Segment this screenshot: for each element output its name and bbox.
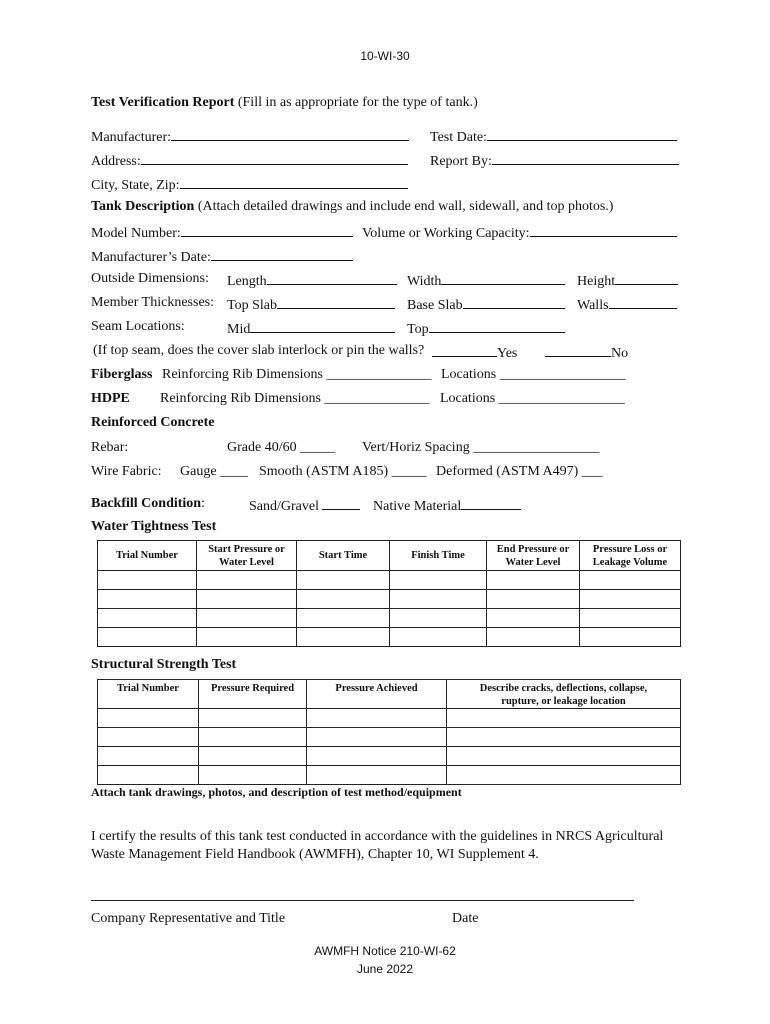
table-cell[interactable] bbox=[487, 609, 580, 628]
wire-gauge[interactable]: Gauge ____ bbox=[180, 464, 249, 479]
table-row[interactable] bbox=[98, 609, 681, 628]
no-blank[interactable] bbox=[545, 343, 611, 357]
rebar-label: Rebar: bbox=[91, 440, 129, 455]
tank-description-title: Tank Description bbox=[91, 199, 195, 214]
table-cell[interactable] bbox=[580, 571, 681, 590]
no-label: No bbox=[611, 346, 629, 361]
footer-date: June 2022 bbox=[356, 962, 414, 976]
structural-table-header-row bbox=[98, 680, 681, 709]
table-cell[interactable] bbox=[98, 609, 197, 628]
hdpe-label: HDPE bbox=[91, 391, 130, 406]
water-tightness-title: Water Tightness Test bbox=[91, 519, 217, 534]
volume-field[interactable] bbox=[362, 223, 677, 242]
table-cell[interactable] bbox=[199, 747, 307, 766]
city-state-zip-label: City, State, Zip: bbox=[91, 178, 180, 193]
table-cell[interactable] bbox=[297, 609, 390, 628]
native-material-label: Native Material bbox=[373, 499, 462, 514]
table-cell[interactable] bbox=[487, 628, 580, 647]
table-cell[interactable] bbox=[487, 571, 580, 590]
table-cell[interactable] bbox=[297, 628, 390, 647]
water-header-start-pressure: Start Pressure or Water Level bbox=[197, 541, 297, 571]
hdpe-rib-dimensions[interactable]: Reinforcing Rib Dimensions _______________ bbox=[160, 391, 430, 406]
table-cell[interactable] bbox=[98, 590, 197, 609]
structural-header-pressure-required: Pressure Required bbox=[199, 680, 307, 709]
water-header-trial-number: Trial Number bbox=[98, 541, 197, 571]
table-cell[interactable] bbox=[580, 628, 681, 647]
table-cell[interactable] bbox=[98, 571, 197, 590]
mid-field[interactable] bbox=[227, 319, 395, 338]
volume-blank[interactable] bbox=[530, 223, 677, 237]
mid-blank[interactable] bbox=[250, 319, 395, 333]
walls-blank[interactable] bbox=[609, 295, 677, 309]
table-cell[interactable] bbox=[197, 628, 297, 647]
width-field[interactable] bbox=[407, 271, 565, 290]
table-row[interactable] bbox=[98, 628, 681, 647]
city-state-zip-field[interactable] bbox=[91, 175, 408, 194]
seam-locations-label: Seam Locations: bbox=[91, 319, 185, 334]
table-row[interactable] bbox=[98, 747, 681, 766]
outside-dimensions-label: Outside Dimensions: bbox=[91, 271, 209, 286]
footer-notice: AWMFH Notice 210-WI-62 bbox=[314, 944, 456, 958]
address-field[interactable] bbox=[91, 151, 408, 170]
address-blank[interactable] bbox=[141, 151, 408, 165]
certify-line-1: I certify the results of this tank test conducted in accordance with the guidelines in NRCS Agricultural bbox=[91, 829, 664, 844]
manufacturers-date-blank[interactable] bbox=[211, 247, 353, 261]
report-by-field[interactable] bbox=[430, 151, 679, 170]
top-slab-blank[interactable] bbox=[277, 295, 395, 309]
top-seam-question: (If top seam, does the cover slab interlock or pin the walls? bbox=[93, 343, 425, 358]
structural-header-pressure-achieved: Pressure Achieved bbox=[307, 680, 447, 709]
structural-header-describe: Describe cracks, deflections, collapse, rupture, or leakage location bbox=[447, 680, 681, 709]
table-cell[interactable] bbox=[390, 628, 487, 647]
structural-strength-title: Structural Strength Test bbox=[91, 657, 237, 672]
address-label: Address: bbox=[91, 154, 141, 169]
table-cell[interactable] bbox=[297, 571, 390, 590]
rebar-spacing[interactable]: Vert/Horiz Spacing __________________ bbox=[362, 440, 600, 455]
width-blank[interactable] bbox=[441, 271, 565, 285]
reinforced-concrete-label: Reinforced Concrete bbox=[91, 415, 215, 430]
model-number-blank[interactable] bbox=[181, 223, 353, 237]
fiberglass-label: Fiberglass bbox=[91, 367, 153, 382]
table-cell[interactable] bbox=[199, 766, 307, 785]
table-cell[interactable] bbox=[98, 728, 199, 747]
water-header-pressure-loss: Pressure Loss or Leakage Volume bbox=[580, 541, 681, 571]
table-row[interactable] bbox=[98, 709, 681, 728]
volume-label: Volume or Working Capacity: bbox=[362, 226, 530, 241]
top-slab-label: Top Slab bbox=[227, 298, 277, 313]
yes-blank[interactable] bbox=[432, 343, 497, 357]
table-cell[interactable] bbox=[390, 609, 487, 628]
table-cell[interactable] bbox=[580, 590, 681, 609]
table-cell[interactable] bbox=[98, 709, 199, 728]
top-blank[interactable] bbox=[429, 319, 565, 333]
water-table-header-row bbox=[98, 541, 681, 571]
model-number-field[interactable] bbox=[91, 223, 353, 242]
signature-line[interactable] bbox=[91, 900, 634, 901]
table-row[interactable] bbox=[98, 571, 681, 590]
company-representative-label: Company Representative and Title bbox=[91, 911, 286, 926]
length-blank[interactable] bbox=[267, 271, 397, 285]
base-slab-label: Base Slab bbox=[407, 298, 463, 313]
water-header-end-pressure: End Pressure or Water Level bbox=[487, 541, 580, 571]
backfill-colon: : bbox=[201, 496, 205, 511]
table-cell[interactable] bbox=[390, 571, 487, 590]
table-cell[interactable] bbox=[390, 590, 487, 609]
city-state-zip-blank[interactable] bbox=[180, 175, 408, 189]
sand-gravel-label: Sand/Gravel bbox=[249, 499, 319, 514]
manufacturers-date-label: Manufacturer’s Date: bbox=[91, 250, 211, 265]
table-cell[interactable] bbox=[197, 609, 297, 628]
table-cell[interactable] bbox=[307, 709, 447, 728]
manufacturer-label: Manufacturer: bbox=[91, 130, 172, 145]
tank-description-note: (Attach detailed drawings and include end wall, sidewall, and top photos.) bbox=[197, 199, 614, 214]
table-cell[interactable] bbox=[447, 766, 681, 785]
report-title-line bbox=[91, 95, 478, 111]
water-header-finish-time: Finish Time bbox=[390, 541, 487, 571]
wire-deformed[interactable]: Deformed (ASTM A497) ___ bbox=[436, 464, 603, 479]
height-field[interactable] bbox=[577, 271, 678, 290]
top-label: Top bbox=[407, 322, 429, 337]
table-cell[interactable] bbox=[307, 747, 447, 766]
certify-line-2: Waste Management Field Handbook (AWMFH), Chapter 10, WI Supplement 4. bbox=[91, 847, 539, 862]
native-material-option[interactable] bbox=[373, 496, 521, 515]
top-slab-field[interactable] bbox=[227, 295, 395, 314]
table-cell[interactable] bbox=[199, 728, 307, 747]
report-title-note: (Fill in as appropriate for the type of tank.) bbox=[237, 95, 478, 110]
model-number-label: Model Number: bbox=[91, 226, 181, 241]
top-seam-no-option[interactable] bbox=[545, 343, 628, 362]
report-title: Test Verification Report bbox=[91, 95, 235, 110]
table-cell[interactable] bbox=[98, 747, 199, 766]
water-header-start-time: Start Time bbox=[297, 541, 390, 571]
fiberglass-rib-dimensions[interactable]: Reinforcing Rib Dimensions _______________ bbox=[162, 367, 432, 382]
height-blank[interactable] bbox=[615, 271, 678, 285]
top-seam-yes-option[interactable] bbox=[432, 343, 517, 362]
table-cell[interactable] bbox=[580, 609, 681, 628]
walls-field[interactable] bbox=[577, 295, 677, 314]
base-slab-blank[interactable] bbox=[463, 295, 565, 309]
backfill-condition-label: Backfill Condition bbox=[91, 496, 202, 511]
table-cell[interactable] bbox=[447, 747, 681, 766]
report-by-label: Report By: bbox=[430, 154, 492, 169]
table-cell[interactable] bbox=[307, 766, 447, 785]
test-date-blank[interactable] bbox=[487, 127, 677, 141]
manufacturer-blank[interactable] bbox=[171, 127, 409, 141]
table-cell[interactable] bbox=[199, 709, 307, 728]
hdpe-locations[interactable]: Locations __________________ bbox=[440, 391, 625, 406]
structural-strength-table bbox=[97, 679, 681, 785]
sand-gravel-option[interactable] bbox=[249, 496, 360, 515]
document-code: 10-WI-30 bbox=[360, 49, 410, 63]
table-cell[interactable] bbox=[307, 728, 447, 747]
sand-gravel-blank[interactable] bbox=[322, 496, 360, 510]
signature-date-label: Date bbox=[452, 911, 479, 926]
table-row[interactable] bbox=[98, 728, 681, 747]
table-row[interactable] bbox=[98, 766, 681, 785]
manufacturer-field[interactable] bbox=[91, 127, 409, 146]
member-thicknesses-label: Member Thicknesses: bbox=[91, 295, 214, 310]
test-date-field[interactable] bbox=[430, 127, 677, 146]
structural-header-trial-number: Trial Number bbox=[98, 680, 199, 709]
table-cell[interactable] bbox=[98, 628, 197, 647]
table-cell[interactable] bbox=[447, 709, 681, 728]
rebar-grade[interactable]: Grade 40/60 _____ bbox=[227, 440, 336, 455]
table-cell[interactable] bbox=[98, 766, 199, 785]
wire-smooth[interactable]: Smooth (ASTM A185) _____ bbox=[259, 464, 427, 479]
walls-label: Walls bbox=[577, 298, 609, 313]
base-slab-field[interactable] bbox=[407, 295, 565, 314]
backfill-condition-heading bbox=[91, 496, 205, 512]
attach-note: Attach tank drawings, photos, and description of test method/equipment bbox=[91, 785, 462, 799]
water-tightness-table bbox=[97, 540, 681, 647]
table-cell[interactable] bbox=[197, 590, 297, 609]
yes-label: Yes bbox=[497, 346, 518, 361]
test-date-label: Test Date: bbox=[430, 130, 487, 145]
table-cell[interactable] bbox=[487, 590, 580, 609]
table-cell[interactable] bbox=[447, 728, 681, 747]
report-by-blank[interactable] bbox=[492, 151, 679, 165]
fiberglass-locations[interactable]: Locations __________________ bbox=[441, 367, 626, 382]
native-material-blank[interactable] bbox=[461, 496, 521, 510]
manufacturers-date-field[interactable] bbox=[91, 247, 353, 266]
length-label: Length bbox=[227, 274, 267, 289]
table-row[interactable] bbox=[98, 590, 681, 609]
mid-label: Mid bbox=[227, 322, 251, 337]
top-field[interactable] bbox=[407, 319, 565, 338]
width-label: Width bbox=[407, 274, 442, 289]
height-label: Height bbox=[577, 274, 616, 289]
length-field[interactable] bbox=[227, 271, 397, 290]
tank-description-heading bbox=[91, 199, 613, 215]
table-cell[interactable] bbox=[197, 571, 297, 590]
wire-fabric-label: Wire Fabric: bbox=[91, 464, 162, 479]
table-cell[interactable] bbox=[297, 590, 390, 609]
